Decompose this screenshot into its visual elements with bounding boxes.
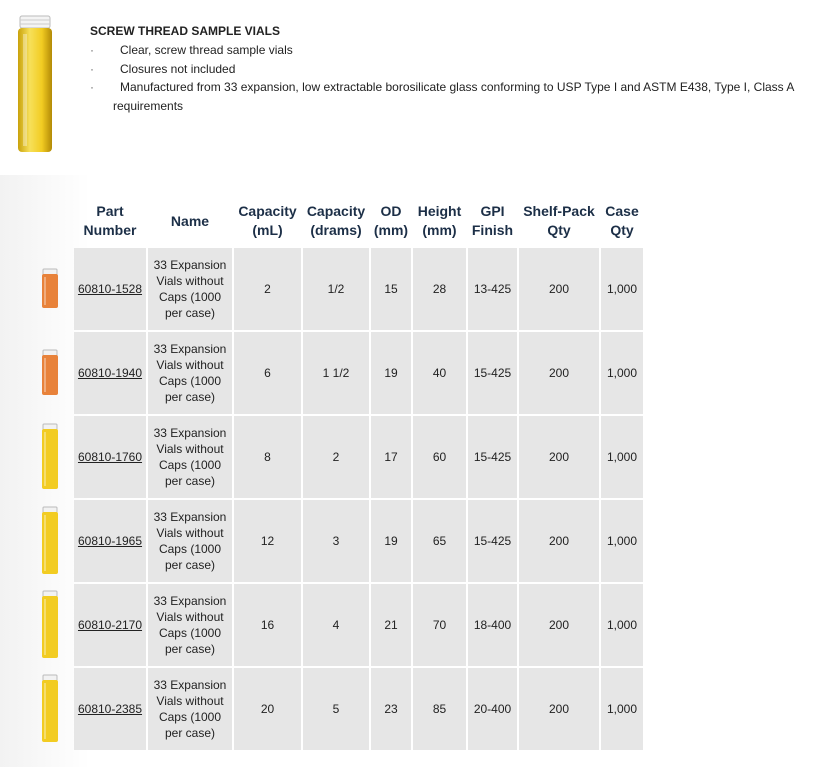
bullet-marker: · (90, 43, 94, 57)
bullet-marker: · (90, 80, 94, 95)
feature-text: Manufactured from 33 expansion, low extractable borosilicate glass conforming to USP Type I and ASTM E438, Type I, Class A requirements (113, 80, 794, 113)
vial-image-cell (28, 332, 72, 414)
vial-image-cell (28, 248, 72, 330)
part-number-cell (74, 248, 146, 330)
vial-image-cell (28, 668, 72, 750)
table-row (28, 248, 643, 330)
capacity-ml-cell: 8 (234, 416, 301, 498)
table-row (28, 668, 643, 750)
header-image (28, 198, 72, 246)
name-cell: 33 Expansion Vials without Caps (1000 per case) (148, 500, 232, 582)
height-cell: 28 (413, 248, 466, 330)
feature-item (90, 41, 820, 60)
feature-item (90, 78, 820, 115)
product-description (90, 24, 820, 115)
vial-thumbnail-icon (40, 268, 60, 308)
part-number-link[interactable]: 60810-1940 (77, 366, 143, 380)
case-qty-cell: 1,000 (601, 416, 643, 498)
feature-list (90, 41, 820, 115)
vial-thumbnail-highlight (44, 432, 46, 486)
height-cell: 85 (413, 668, 466, 750)
gpi-finish-cell: 18-400 (468, 584, 517, 666)
feature-text: Clear, screw thread sample vials (120, 43, 293, 57)
height-cell: 70 (413, 584, 466, 666)
height-cell: 65 (413, 500, 466, 582)
vial-thumbnail-icon (40, 506, 60, 574)
vial-thumbnail-highlight (44, 599, 46, 655)
capacity-drams-cell: 1 1/2 (303, 332, 369, 414)
od-cell: 19 (371, 332, 411, 414)
gpi-finish-cell: 20-400 (468, 668, 517, 750)
name-cell: 33 Expansion Vials without Caps (1000 per case) (148, 248, 232, 330)
part-number-link[interactable]: 60810-2170 (77, 618, 143, 632)
shelf-pack-qty-cell: 200 (519, 332, 599, 414)
part-number-link[interactable]: 60810-1965 (77, 534, 143, 548)
case-qty-cell: 1,000 (601, 248, 643, 330)
part-number-cell (74, 584, 146, 666)
capacity-ml-cell: 16 (234, 584, 301, 666)
capacity-ml-cell: 20 (234, 668, 301, 750)
feature-text: Closures not included (120, 61, 236, 76)
gpi-finish-cell: 15-425 (468, 416, 517, 498)
vial-thumbnail-icon (40, 349, 60, 395)
vial-image-cell (28, 416, 72, 498)
vial-thumbnail-highlight (44, 358, 46, 392)
header-od: OD (mm) (373, 203, 409, 238)
od-cell: 23 (371, 668, 411, 750)
od-cell: 19 (371, 500, 411, 582)
header-capacity-drams: Capacity (drams) (306, 203, 366, 238)
part-number-cell (74, 500, 146, 582)
shelf-pack-qty-cell: 200 (519, 668, 599, 750)
capacity-drams-cell: 2 (303, 416, 369, 498)
bullet-marker: · (90, 61, 94, 76)
feature-item (90, 60, 820, 79)
capacity-ml-cell: 12 (234, 500, 301, 582)
gpi-finish-cell: 15-425 (468, 500, 517, 582)
vial-thumbnail-icon (40, 590, 60, 658)
shelf-pack-qty-cell: 200 (519, 248, 599, 330)
name-cell: 33 Expansion Vials without Caps (1000 per case) (148, 332, 232, 414)
part-number-cell (74, 416, 146, 498)
table-row (28, 416, 643, 498)
vial-thumbnail-icon (40, 674, 60, 742)
table-row (28, 500, 643, 582)
part-number-cell (74, 332, 146, 414)
table-header-row (28, 198, 643, 246)
vial-image-cell (28, 500, 72, 582)
od-cell: 17 (371, 416, 411, 498)
name-cell: 33 Expansion Vials without Caps (1000 per case) (148, 416, 232, 498)
od-cell: 15 (371, 248, 411, 330)
capacity-drams-cell: 4 (303, 584, 369, 666)
capacity-drams-cell: 3 (303, 500, 369, 582)
shelf-pack-qty-cell: 200 (519, 416, 599, 498)
case-qty-cell: 1,000 (601, 332, 643, 414)
header-case-qty: Case Qty (605, 203, 639, 238)
header-height: Height (mm) (417, 203, 462, 238)
name-cell: 33 Expansion Vials without Caps (1000 per case) (148, 584, 232, 666)
shelf-pack-qty-cell: 200 (519, 584, 599, 666)
height-cell: 40 (413, 332, 466, 414)
product-title: SCREW THREAD SAMPLE VIALS (90, 24, 281, 38)
header-shelf-pack-qty: Shelf-Pack Qty (523, 203, 595, 238)
vial-icon (16, 14, 54, 154)
part-number-link[interactable]: 60810-1760 (77, 450, 143, 464)
od-cell: 21 (371, 584, 411, 666)
header-gpi-finish: GPI Finish (471, 203, 514, 238)
case-qty-cell: 1,000 (601, 584, 643, 666)
case-qty-cell: 1,000 (601, 500, 643, 582)
table-row (28, 584, 643, 666)
vial-thumbnail-highlight (44, 277, 46, 305)
vial-thumbnail-highlight (44, 683, 46, 739)
vial-image-cell (28, 584, 72, 666)
shelf-pack-qty-cell: 200 (519, 500, 599, 582)
header-name: Name (170, 212, 210, 229)
vial-thumbnail-icon (40, 423, 60, 489)
height-cell: 60 (413, 416, 466, 498)
table-row (28, 332, 643, 414)
vial-thumbnail-highlight (44, 515, 46, 571)
header-capacity-ml: Capacity (mL) (238, 203, 297, 238)
capacity-drams-cell: 5 (303, 668, 369, 750)
capacity-ml-cell: 6 (234, 332, 301, 414)
part-number-cell (74, 668, 146, 750)
gpi-finish-cell: 15-425 (468, 332, 517, 414)
part-number-link[interactable]: 60810-2385 (77, 702, 143, 716)
name-cell: 33 Expansion Vials without Caps (1000 per case) (148, 668, 232, 750)
product-table (26, 196, 645, 752)
part-number-link[interactable]: 60810-1528 (77, 282, 143, 296)
capacity-drams-cell: 1/2 (303, 248, 369, 330)
case-qty-cell: 1,000 (601, 668, 643, 750)
capacity-ml-cell: 2 (234, 248, 301, 330)
header-part-number: Part Number (83, 203, 137, 238)
gpi-finish-cell: 13-425 (468, 248, 517, 330)
